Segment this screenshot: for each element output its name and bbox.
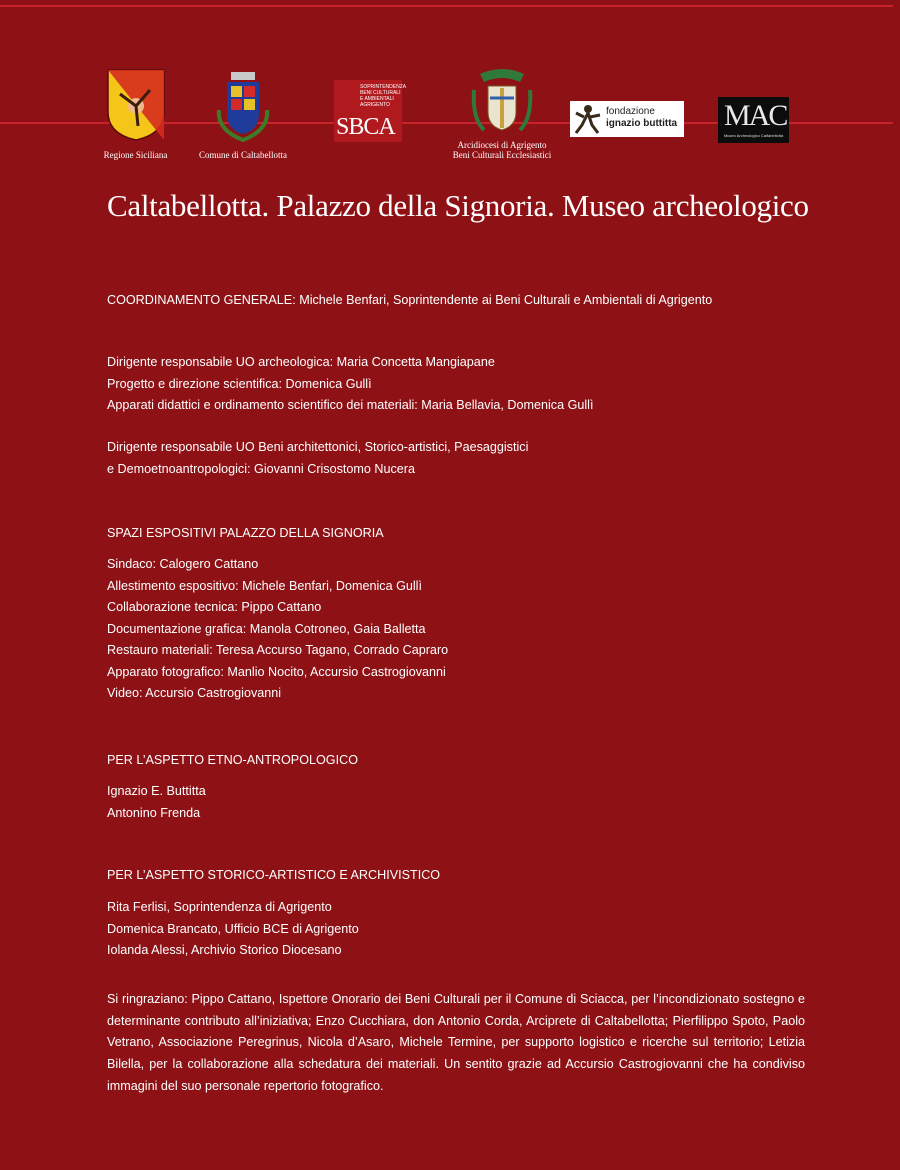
etno-section — [107, 781, 206, 824]
credit-line: Antonino Frenda — [107, 805, 201, 820]
mac-mark: MAC — [724, 99, 787, 132]
page-title: Caltabellotta. Palazzo della Signoria. Museo archeologico — [107, 188, 809, 223]
logo-comune — [188, 70, 298, 160]
logo-arcidiocesi — [442, 68, 562, 160]
storico-section — [107, 897, 359, 962]
credit-line: Domenica Brancato, Ufficio BCE di Agrigento — [107, 921, 359, 936]
coordinamento-line: COORDINAMENTO GENERALE: Michele Benfari, Soprintendente ai Beni Culturali e Ambientali di Agrigento — [107, 293, 713, 307]
regione-siciliana-emblem — [106, 68, 166, 142]
arcidiocesi-emblem — [470, 68, 534, 138]
coordinamento — [107, 290, 712, 312]
credit-line: Apparato fotografico: Manlio Nocito, Accursio Castrogiovanni — [107, 664, 446, 679]
credit-line: Dirigente responsabile UO Beni architettonici, Storico-artistici, Paesaggistici — [107, 440, 529, 454]
sbca-line: AGRIGENTO — [360, 102, 390, 108]
fondazione-label-1: fondazione — [606, 106, 655, 117]
mac-subtitle: Museo Archeologico Caltabellotta — [723, 133, 784, 138]
arcidiocesi-caption-1: Arcidiocesi di Agrigento — [457, 140, 547, 150]
section-heading: PER L’ASPETTO ETNO-ANTROPOLOGICO — [107, 753, 358, 767]
uo-archeologica-section — [107, 352, 593, 417]
section-heading: PER L’ASPETTO STORICO-ARTISTICO E ARCHIVISTICO — [107, 868, 441, 882]
section-heading: SPAZI ESPOSITIVI PALAZZO DELLA SIGNORIA — [107, 526, 384, 540]
logo-fondazione-buttitta — [570, 101, 684, 137]
spazi-section — [107, 554, 448, 705]
credit-line: Documentazione grafica: Manola Cotroneo, Gaia Balletta — [107, 621, 426, 636]
top-rule — [0, 5, 893, 7]
credit-line: Progetto e direzione scientifica: Domenica Gullì — [107, 376, 372, 391]
credit-line: Allestimento espositivo: Michele Benfari, Domenica Gullì — [107, 578, 422, 593]
credit-line: Iolanda Alessi, Archivio Storico Diocesano — [107, 943, 342, 957]
credit-line: Apparati didattici e ordinamento scientifico dei materiali: Maria Bellavia, Domenica Gullì — [107, 398, 594, 412]
storico-heading — [107, 865, 440, 887]
logo-sbca — [334, 80, 407, 142]
credit-line: Collaborazione tecnica: Pippo Cattano — [107, 600, 322, 614]
credit-line: Ignazio E. Buttitta — [107, 784, 206, 798]
sbca-mark: SBCA — [336, 114, 395, 140]
fondazione-label-2: ignazio buttitta — [606, 118, 678, 129]
sbca-line: E AMBIENTALI — [360, 96, 394, 102]
credit-line: Dirigente responsabile UO archeologica: Maria Concetta Mangiapane — [107, 355, 495, 369]
logo-regione-siciliana — [98, 68, 173, 160]
etno-heading — [107, 750, 358, 772]
comune-coat-of-arms — [213, 70, 273, 144]
credit-line: Rita Ferlisi, Soprintendenza di Agrigento — [107, 900, 332, 914]
credit-line: Restauro materiali: Teresa Accurso Tagano, Corrado Capraro — [107, 643, 449, 657]
regione-caption: Regione Siciliana — [103, 150, 168, 160]
sbca-line: BENI CULTURALI — [360, 90, 401, 96]
fondazione-figure-icon — [572, 103, 602, 135]
credit-line: Sindaco: Calogero Cattano — [107, 557, 259, 571]
arcidiocesi-caption-2: Beni Culturali Ecclesiastici — [452, 150, 552, 160]
comune-caption: Comune di Caltabellotta — [199, 150, 287, 160]
logo-mac — [718, 97, 789, 143]
spazi-heading — [107, 523, 384, 545]
credit-line: e Demoetnoantropologici: Giovanni Crisostomo Nucera — [107, 461, 415, 476]
uo-beni-section — [107, 437, 528, 480]
sbca-line: SOPRINTENDENZA — [360, 84, 407, 90]
credit-line: Video: Accursio Castrogiovanni — [107, 686, 282, 700]
ringraziamenti-paragraph: Si ringraziano: Pippo Cattano, Ispettore Onorario dei Beni Culturali per il Comune di Sciacca, per l’incondizionato sostegno e determinante contributo all’iniziativa; Enzo Cucchiara, don Antonio Corda, Arciprete di Caltabellotta; Pierfilippo Spoto, Paolo Vetrano, Associazione Peregrinus, Nicola d’Asaro, Michele Termine, per supporto logistico e ricerche sul territorio; Letizia Bilella, per la collaborazione alla schedatura dei materiali. Un sentito grazie ad Accursio Castrogiovanni che ha condiviso immagini del suo personale repertorio fotografico. — [107, 992, 805, 1093]
